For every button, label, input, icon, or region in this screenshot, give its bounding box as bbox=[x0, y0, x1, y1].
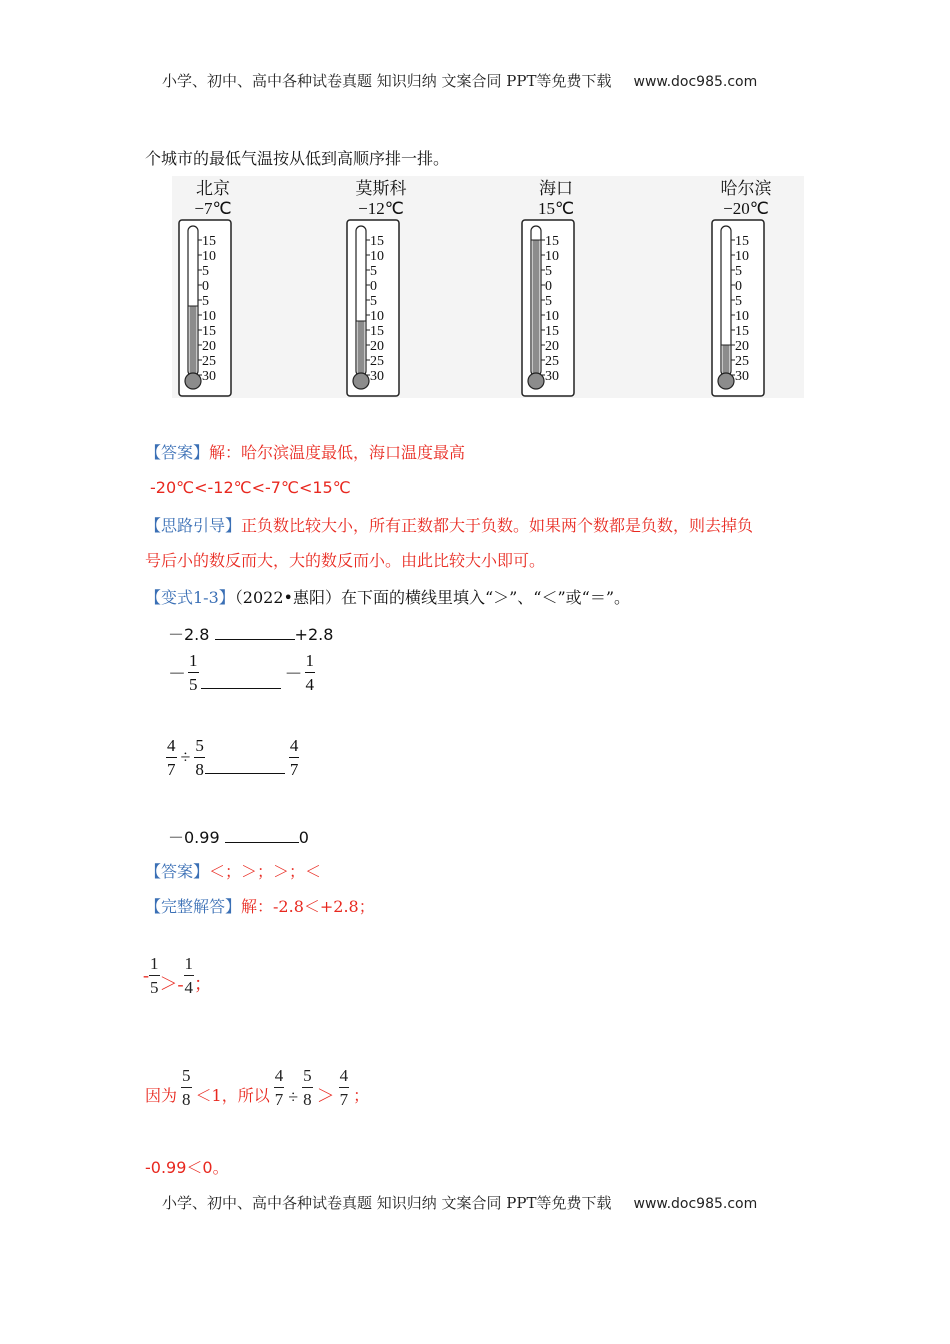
thermometer-mercury bbox=[358, 321, 365, 376]
scale-label: 0 bbox=[370, 279, 377, 294]
scale-label: 15 bbox=[202, 234, 216, 249]
sol3-op: ÷ bbox=[288, 1087, 299, 1107]
scale-label: 25 bbox=[202, 354, 216, 369]
scale-label: 5 bbox=[735, 264, 742, 279]
solution-line4: -0.99＜0。 bbox=[145, 1158, 229, 1177]
answer2-text: ＜；＞；＞；＜ bbox=[209, 862, 322, 881]
thermometer-city-label: 海口 bbox=[539, 179, 573, 199]
scale-label: 20 bbox=[545, 339, 559, 354]
footer-site[interactable]: www.doc985.com bbox=[633, 1196, 758, 1212]
sol3-frac4: $\frac{4}{7}$ bbox=[339, 1066, 349, 1109]
sol2-frac1: $\frac{1}{5}$ bbox=[150, 954, 159, 997]
footer-text: 小学、初中、高中各种试卷真题 知识归纳 文案合同 PPT等免费下载 bbox=[162, 1194, 612, 1212]
scale-label: 5 bbox=[545, 294, 552, 309]
scale-label: 15 bbox=[545, 324, 559, 339]
sol3-frac3: $\frac{5}{8}$ bbox=[303, 1066, 312, 1109]
sol2-frac2: $\frac{1}{4}$ bbox=[184, 954, 193, 997]
variant-line bbox=[145, 585, 630, 608]
sol3-frac1: $\frac{5}{8}$ bbox=[182, 1066, 191, 1109]
scale-label: 25 bbox=[545, 354, 559, 369]
q3-frac2: $\frac{5}{8}$ bbox=[195, 736, 204, 779]
q2-sign1: － bbox=[168, 663, 186, 684]
thermometer-temp-label: −12℃ bbox=[358, 199, 404, 218]
sol3-end: ； bbox=[353, 1086, 370, 1105]
q2-sign2: － bbox=[284, 663, 303, 684]
thermometer-temp-label: −7℃ bbox=[194, 199, 232, 218]
thermometer-mercury bbox=[533, 240, 540, 376]
scale-label: 10 bbox=[735, 309, 749, 324]
sol2-sign: - bbox=[143, 965, 149, 985]
q3-blank[interactable] bbox=[205, 772, 285, 774]
scale-label: 25 bbox=[735, 354, 749, 369]
scale-label: 15 bbox=[735, 234, 749, 249]
scale-label: 15 bbox=[370, 324, 384, 339]
thermometer-city-label: 北京 bbox=[196, 179, 230, 199]
scale-label: 10 bbox=[370, 249, 384, 264]
sol3-rel: ＞ bbox=[316, 1086, 335, 1106]
scale-label: 5 bbox=[545, 264, 552, 279]
hint-tag: 【思路引导】 bbox=[145, 516, 242, 535]
sol3-mid: ＜1，所以 bbox=[195, 1086, 270, 1105]
q2-frac1: $\frac{1}{5}$ bbox=[189, 651, 198, 694]
solution-tag: 【完整解答】 bbox=[145, 897, 242, 916]
scale-label: 15 bbox=[545, 234, 559, 249]
sol3-pre: 因为 bbox=[145, 1086, 178, 1105]
scale-label: 5 bbox=[370, 294, 377, 309]
question-3 bbox=[166, 737, 299, 778]
scale-label: 20 bbox=[735, 339, 749, 354]
q3-frac3: $\frac{4}{7}$ bbox=[289, 736, 299, 779]
question-2 bbox=[168, 652, 317, 693]
answer2-line bbox=[145, 859, 321, 882]
q1-right: +2.8 bbox=[294, 625, 334, 644]
q1-left: －2.8 bbox=[168, 625, 210, 644]
scale-label: 10 bbox=[370, 309, 384, 324]
answer1-tag: 【答案】 bbox=[145, 443, 210, 462]
thermometer-city-label: 莫斯科 bbox=[355, 179, 407, 199]
q4-right: 0 bbox=[298, 828, 309, 847]
scale-label: 15 bbox=[735, 324, 749, 339]
q3-frac1: $\frac{4}{7}$ bbox=[167, 736, 176, 779]
scale-label: 15 bbox=[370, 234, 384, 249]
scale-label: 30 bbox=[735, 369, 749, 384]
variant-tag: 【变式1-3】 bbox=[145, 588, 235, 607]
scale-label: 15 bbox=[202, 324, 216, 339]
scale-label: 5 bbox=[202, 294, 209, 309]
thermometer-mercury bbox=[723, 345, 730, 376]
solution-line1 bbox=[145, 894, 375, 917]
scale-label: 10 bbox=[202, 309, 216, 324]
answer1-line bbox=[145, 440, 465, 463]
page-footer bbox=[162, 1192, 757, 1213]
q4-blank[interactable] bbox=[225, 841, 299, 843]
answer2-tag: 【答案】 bbox=[145, 862, 210, 881]
intro-text: 个城市的最低气温按从低到高顺序排一排。 bbox=[145, 149, 450, 168]
header-text: 小学、初中、高中各种试卷真题 知识归纳 文案合同 PPT等免费下载 bbox=[162, 72, 612, 90]
header-site[interactable]: www.doc985.com bbox=[633, 74, 758, 90]
hint-text2: 号后小的数反而大，大的数反而小。由此比较大小即可。 bbox=[145, 551, 546, 570]
question-1 bbox=[168, 622, 333, 645]
q1-blank[interactable] bbox=[215, 638, 295, 640]
thermometer-temp-label: 15℃ bbox=[537, 199, 575, 218]
q2-blank[interactable] bbox=[201, 687, 281, 689]
solution-text1: 解：-2.8＜+2.8； bbox=[241, 897, 375, 916]
solution-line3 bbox=[145, 1067, 369, 1108]
thermometer-svg bbox=[172, 176, 804, 398]
scale-label: 20 bbox=[202, 339, 216, 354]
scale-label: 10 bbox=[202, 249, 216, 264]
sol3-frac2: $\frac{4}{7}$ bbox=[274, 1066, 284, 1109]
scale-label: 5 bbox=[202, 264, 209, 279]
scale-label: 30 bbox=[370, 369, 384, 384]
sol2-rel: ＞- bbox=[159, 974, 184, 994]
scale-label: 10 bbox=[735, 249, 749, 264]
scale-label: 0 bbox=[202, 279, 209, 294]
sol2-end: ； bbox=[194, 974, 212, 994]
scale-label: 30 bbox=[202, 369, 216, 384]
scale-label: 20 bbox=[370, 339, 384, 354]
q3-op: ÷ bbox=[180, 747, 191, 767]
variant-text: （2022•惠阳）在下面的横线里填入“＞”、“＜”或“＝”。 bbox=[234, 588, 631, 607]
page-header bbox=[162, 70, 757, 91]
scale-label: 30 bbox=[545, 369, 559, 384]
q4-left: －0.99 bbox=[168, 828, 220, 847]
scale-label: 25 bbox=[370, 354, 384, 369]
scale-label: 0 bbox=[545, 279, 552, 294]
answer1-text: 解：哈尔滨温度最低，海口温度最高 bbox=[209, 443, 466, 462]
scale-label: 10 bbox=[545, 249, 559, 264]
thermometer-city-label: 哈尔滨 bbox=[720, 179, 772, 199]
scale-label: 5 bbox=[370, 264, 377, 279]
q2-frac2: $\frac{1}{4}$ bbox=[305, 651, 314, 694]
scale-label: 5 bbox=[735, 294, 742, 309]
thermometer-figure bbox=[172, 176, 804, 398]
thermometer-mercury bbox=[190, 306, 197, 376]
hint-text1: 正负数比较大小，所有正数都大于负数。如果两个数都是负数，则去掉负 bbox=[241, 516, 754, 535]
question-4 bbox=[168, 825, 309, 848]
answer1-order: -20℃<-12℃<-7℃<15℃ bbox=[150, 478, 351, 497]
thermometer-temp-label: −20℃ bbox=[723, 199, 769, 218]
hint-line1 bbox=[145, 513, 753, 536]
scale-label: 10 bbox=[545, 309, 559, 324]
scale-label: 0 bbox=[735, 279, 742, 294]
solution-line2 bbox=[143, 955, 212, 996]
